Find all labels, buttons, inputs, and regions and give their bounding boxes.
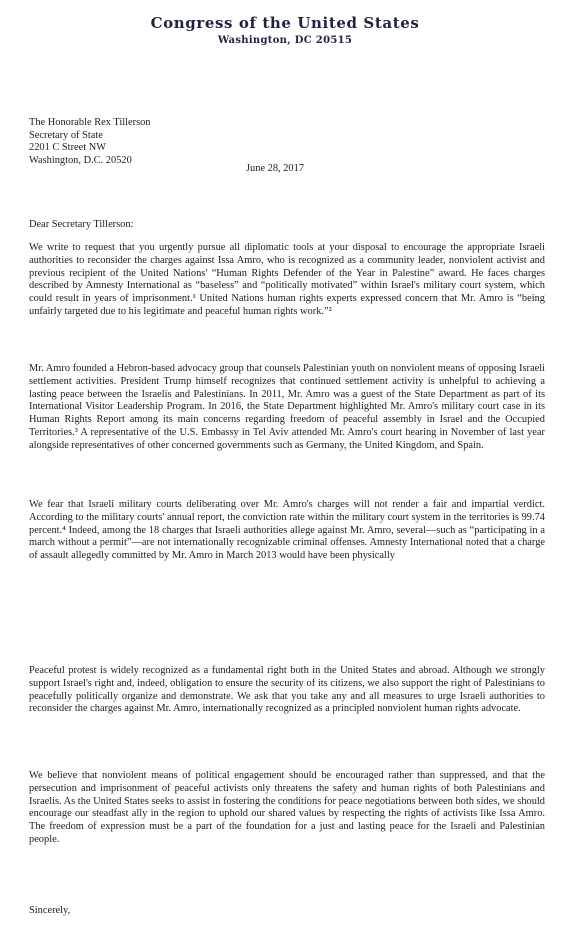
recipient-address [29,117,151,167]
recipient-city: Washington, D.C. 20520 [29,154,132,166]
page-gap [0,600,570,660]
paragraph-5: We believe that nonviolent means of political engagement should be encouraged rather than suppressed, and that the persecution and imprisonment of peaceful activists only threatens the safety and human rights of both Palestinians and Israelis. As the United States seeks to assist in fostering the conditions for peace negotiations between both sides, we should encourage our steadfast ally in the region to uphold our shared values by respecting the rights of activists like Issa Amro. The freedom of expression must be a part of the foundation for a just and lasting peace for the Israeli and Palestinian people. [29,770,545,845]
letter-date: June 28, 2017 [246,163,305,174]
recipient-title: Secretary of State [29,129,103,141]
paragraph-3: We fear that Israeli military courts deliberating over Mr. Amro's charges will not render a fair and impartial verdict. According to the military courts' annual report, the conviction rate within the military court system in the territories is 99.74 percent.⁴ Indeed, among the 18 charges that Israeli authorities allege against Mr. Amro, several—such as “participating in a march without a permit”—are not internationally recognizable criminal offenses. Amnesty International noted that a charge of assault allegedly committed by Mr. Amro in March 2013 would have been physically [29,499,545,562]
letterhead-title: Congress of the United States [150,14,420,32]
paragraph-1: We write to request that you urgently pursue all diplomatic tools at your disposal to encourage the appropriate Israeli authorities to reconsider the charges against Issa Amro, who is recognized as a community leader, nonviolent activist and previous recipient of the United Nations' “Human Rights Defender of the Year in Palestine” award. He faces charges described by Amnesty International as “baseless” and “politically motivated” within Israel's military court system, which could result in years of imprisonment.¹ United Nations human rights experts expressed concern that Mr. Amro is “being unfairly targeted due to his legitimate and peaceful human rights work.”² [29,242,545,317]
page-fade [20,572,560,600]
recipient-name: The Honorable Rex Tillerson [29,117,151,128]
paragraph-2: Mr. Amro founded a Hebron-based advocacy group that counsels Palestinian youth on nonviolent means of opposing Israeli settlement activities. President Trump himself recognizes that continued settlement activity is unhelpful to achieving a lasting peace between the Israelis and Palestinians. In 2011, Mr. Amro was a guest of the State Department as part of its International Visitor Leadership Program. In 2016, the State Department highlighted Mr. Amro's military court case in its Human Rights Report among its main concerns regarding freedom of peaceful assembly in Israel and the Occupied Territories.³ A representative of the U.S. Embassy in Tel Aviv attended Mr. Amro's court hearing in November of last year alongside representatives of other concerned governments such as Germany, the United Kingdom, and Spain. [29,363,545,451]
letterhead-address: Washington, DC 20515 [217,35,353,46]
recipient-street: 2201 C Street NW [29,142,107,153]
paragraph-4: Peaceful protest is widely recognized as a fundamental right both in the United States and abroad. Although we strongly support Israel's right and, indeed, obligation to ensure the security of its citizens, we also support the right of Palestinians to peacefully politically organize and demonstrate. We ask that you take any and all measures to urge Israeli authorities to reconsider the charges against Mr. Amro, internationally recognized as a principled nonviolent human rights advocate. [29,665,545,715]
salutation: Dear Secretary Tillerson: [29,219,134,230]
closing: Sincerely, [29,905,71,916]
